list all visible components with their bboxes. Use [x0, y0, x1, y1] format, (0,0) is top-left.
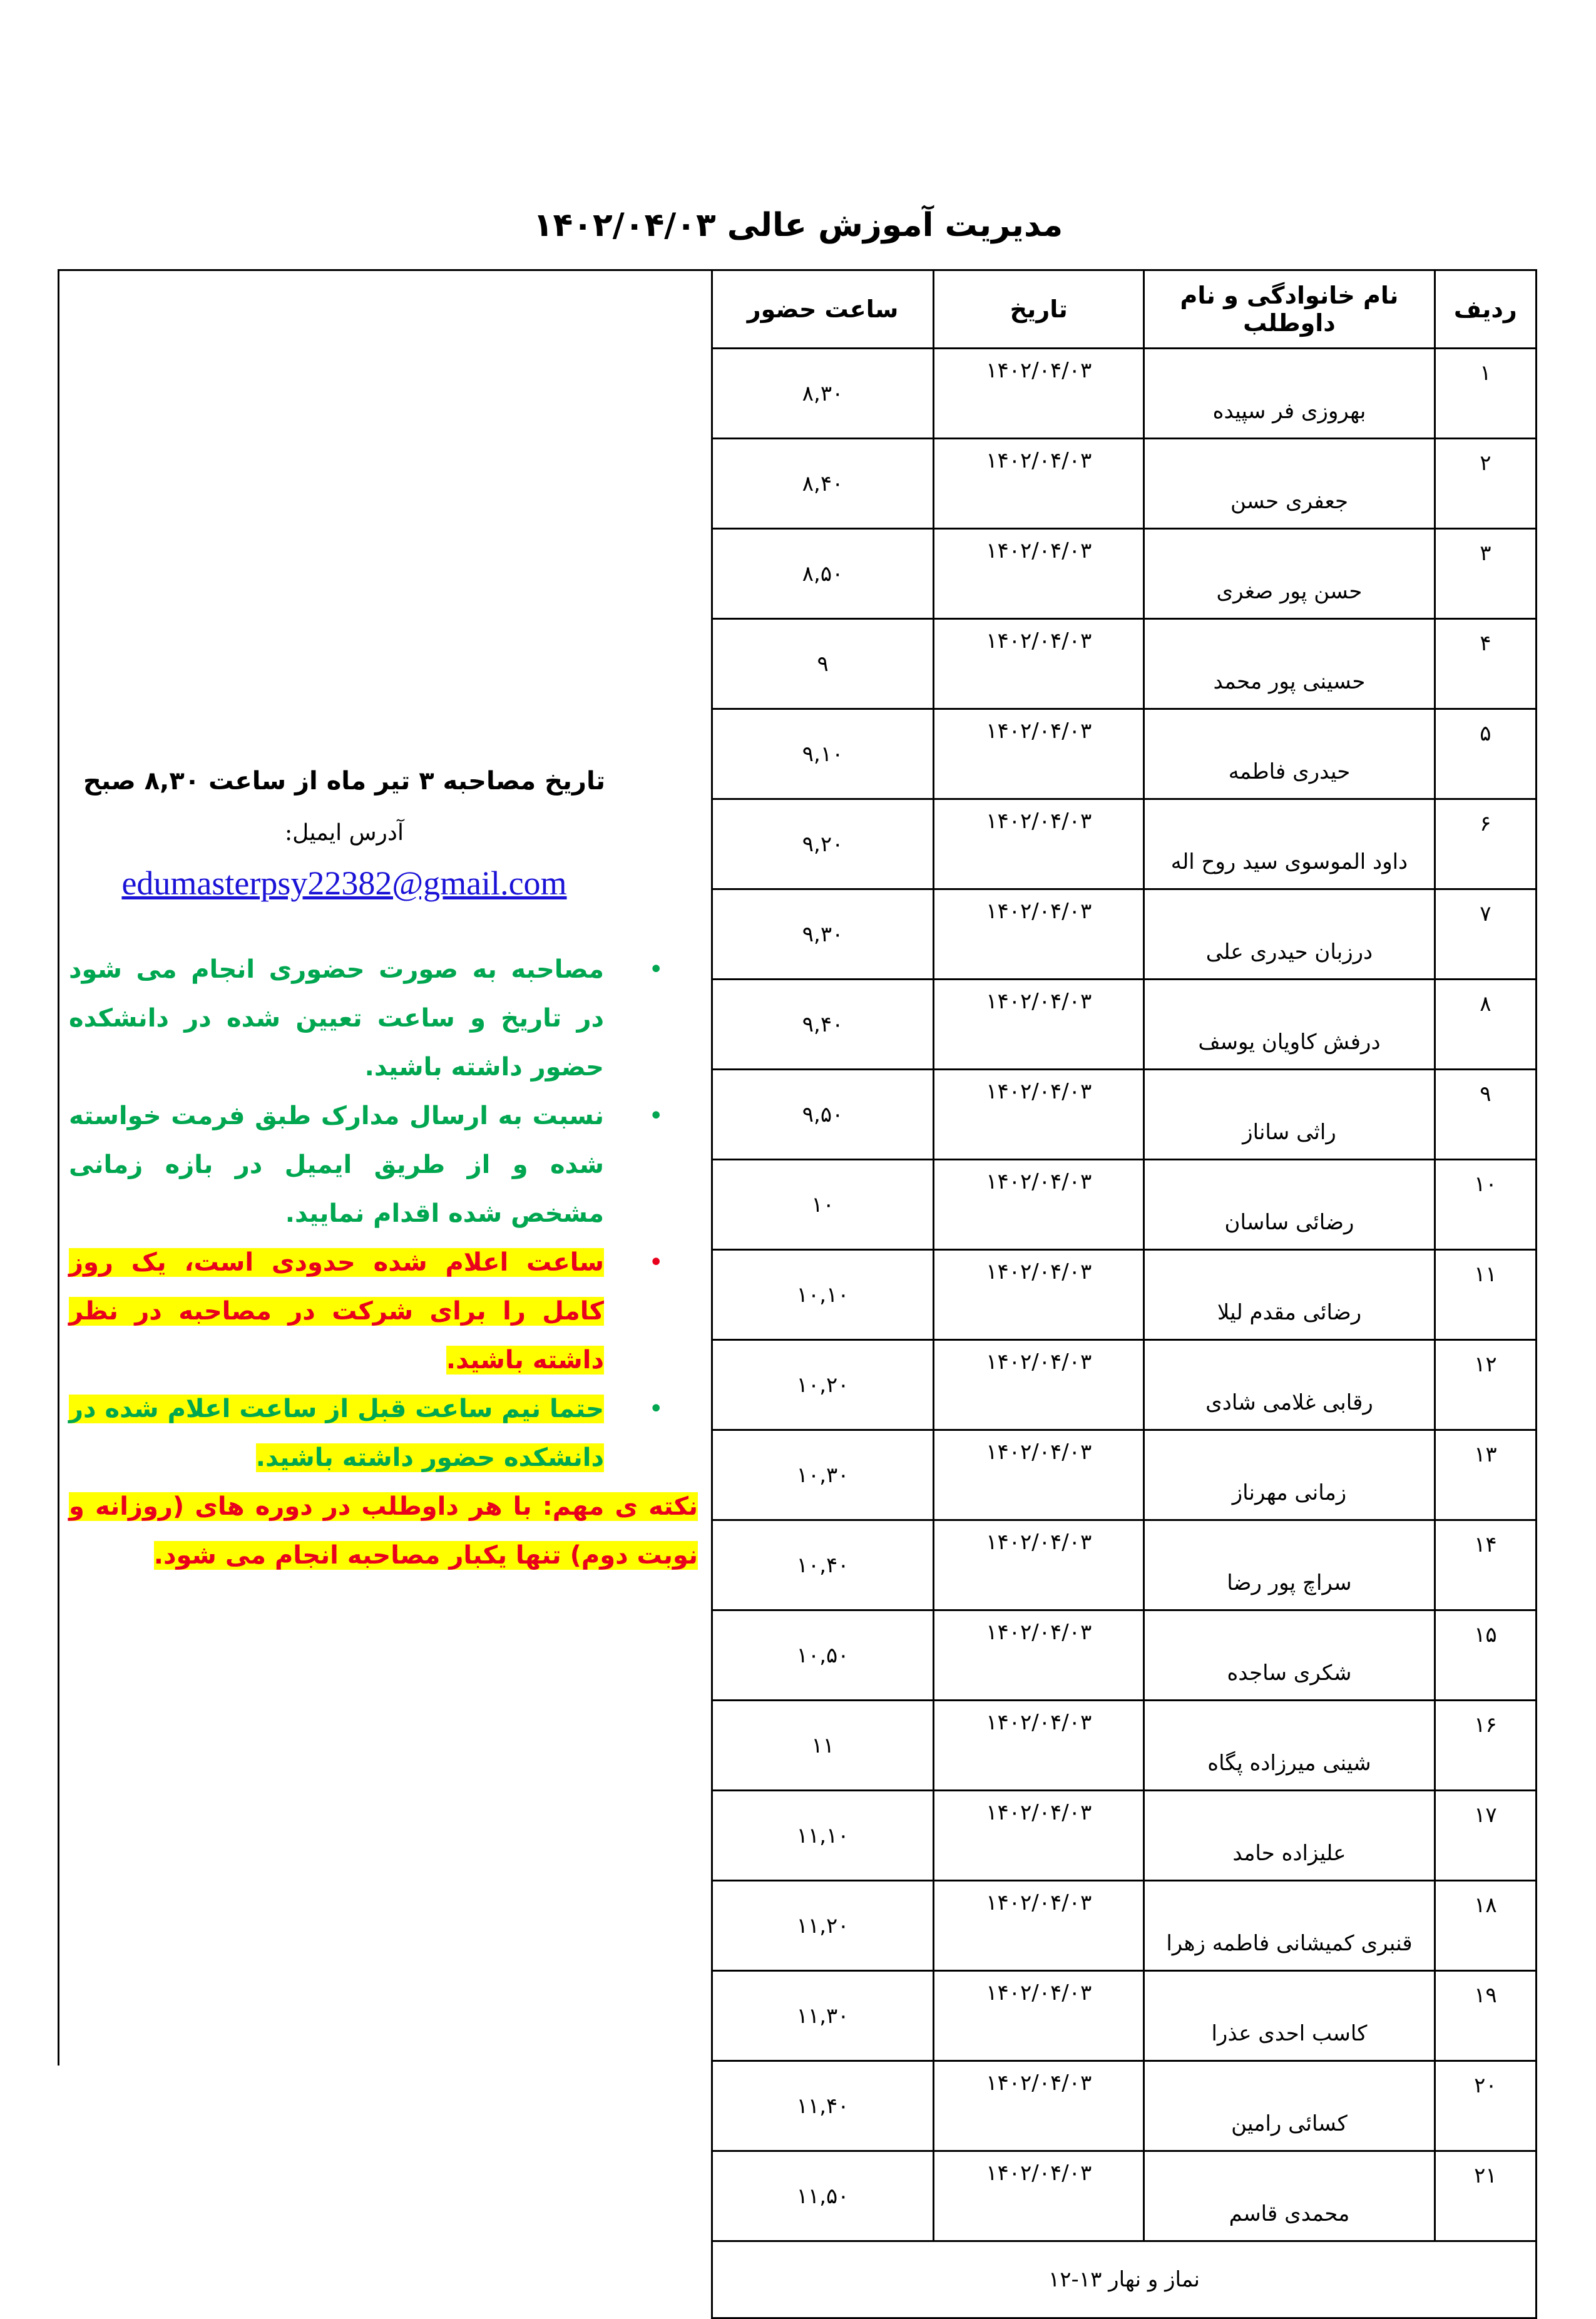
candidate-name: محمدی قاسم: [1144, 2151, 1435, 2241]
row-number: ۱۱: [1435, 1250, 1536, 1340]
candidate-name: رضائی ساسان: [1144, 1160, 1435, 1250]
attendance-time: ۱۰,۳۰: [712, 1430, 934, 1520]
row-number: ۱۰: [1435, 1160, 1536, 1250]
interview-date-cell: ۱۴۰۲/۰۴/۰۳: [934, 529, 1144, 619]
interview-date-cell: ۱۴۰۲/۰۴/۰۳: [934, 1971, 1144, 2061]
interview-date: تاریخ مصاحبه ۳ تیر ماه از ساعت ۸,۳۰ صبح: [83, 767, 605, 796]
header-name: نام خانوادگی و نام داوطلب: [1144, 270, 1435, 349]
row-number: ۹: [1435, 1070, 1536, 1160]
attendance-time: ۹,۱۰: [712, 709, 934, 799]
table-row: [712, 889, 1537, 980]
candidate-name: درفش کاویان یوسف: [1144, 980, 1435, 1070]
table-row: [712, 2061, 1537, 2151]
attendance-time: ۱۱,۱۰: [712, 1791, 934, 1881]
table-row: [712, 529, 1537, 619]
candidate-name: قنبری کمیشانی فاطمه زهرا: [1144, 1881, 1435, 1971]
email-label: آدرس ایمیل:: [285, 820, 404, 846]
candidate-name: سراچ پور رضا: [1144, 1520, 1435, 1610]
row-number: ۱۴: [1435, 1520, 1536, 1610]
instruction-item: [69, 1092, 698, 1238]
row-number: ۱۶: [1435, 1701, 1536, 1791]
interview-date-cell: ۱۴۰۲/۰۴/۰۳: [934, 349, 1144, 439]
candidate-name: درزبان حیدری علی: [1144, 889, 1435, 980]
table-row: [712, 1160, 1537, 1250]
important-note-text: نکته ی مهم: با هر داوطلب در دوره های (روزانه و نوبت دوم) تنها یکبار مصاحبه انجام می شود.: [69, 1492, 698, 1570]
row-number: ۱۳: [1435, 1430, 1536, 1520]
candidate-name: راثی ساناز: [1144, 1070, 1435, 1160]
table-row: [712, 1340, 1537, 1430]
table-row: [712, 1520, 1537, 1610]
table-row: [712, 1881, 1537, 1971]
table-row: [712, 1070, 1537, 1160]
row-number: ۴: [1435, 619, 1536, 709]
attendance-time: ۱۱,۴۰: [712, 2061, 934, 2151]
bullet-icon: •: [648, 1395, 663, 1423]
page-title: مدیریت آموزش عالی ۱۴۰۲/۰۴/۰۳: [533, 207, 1063, 244]
row-number: ۱۵: [1435, 1610, 1536, 1701]
interview-date-cell: ۱۴۰۲/۰۴/۰۳: [934, 799, 1144, 889]
interview-date-cell: ۱۴۰۲/۰۴/۰۳: [934, 1881, 1144, 1971]
interview-date-cell: ۱۴۰۲/۰۴/۰۳: [934, 439, 1144, 529]
interview-date-cell: ۱۴۰۲/۰۴/۰۳: [934, 2151, 1144, 2241]
candidate-name: کاسب احدی عذرا: [1144, 1971, 1435, 2061]
interview-date-cell: ۱۴۰۲/۰۴/۰۳: [934, 1070, 1144, 1160]
interview-date-cell: ۱۴۰۲/۰۴/۰۳: [934, 1430, 1144, 1520]
instruction-text-content: نسبت به ارسال مدارک طبق فرمت خواسته شده و از طریق ایمیل در بازه زمانی مشخص شده اقدام نمایید.: [69, 1102, 604, 1228]
candidate-name: کسائی رامین: [1144, 2061, 1435, 2151]
email-link[interactable]: edumasterpsy22382@gmail.com: [121, 864, 567, 902]
break-label: نماز و نهار ۱۳-۱۲: [712, 2241, 1537, 2318]
table-row: [712, 980, 1537, 1070]
instruction-text: [69, 1385, 604, 1482]
row-number: ۱۷: [1435, 1791, 1536, 1881]
table-row: [712, 439, 1537, 529]
interview-date-cell: ۱۴۰۲/۰۴/۰۳: [934, 1250, 1144, 1340]
candidates-table: [711, 269, 1537, 2319]
attendance-time: ۱۱: [712, 1701, 934, 1791]
attendance-time: ۹,۴۰: [712, 980, 934, 1070]
candidate-name: حیدری فاطمه: [1144, 709, 1435, 799]
attendance-time: ۱۱,۲۰: [712, 1881, 934, 1971]
attendance-time: ۱۰,۱۰: [712, 1250, 934, 1340]
interview-date-cell: ۱۴۰۲/۰۴/۰۳: [934, 709, 1144, 799]
break-row: [712, 2241, 1537, 2318]
candidate-name: شکری ساجده: [1144, 1610, 1435, 1701]
row-number: ۲: [1435, 439, 1536, 529]
candidate-name: جعفری حسن: [1144, 439, 1435, 529]
candidate-name: رقابی غلامی شادی: [1144, 1340, 1435, 1430]
row-number: ۲۰: [1435, 2061, 1536, 2151]
table-row: [712, 1791, 1537, 1881]
table-header-row: [712, 270, 1537, 349]
row-number: ۷: [1435, 889, 1536, 980]
instruction-text-content: ساعت اعلام شده حدودی است، یک روز کامل را برای شرکت در مصاحبه در نظر داشته باشید.: [69, 1248, 604, 1375]
row-number: ۸: [1435, 980, 1536, 1070]
attendance-time: ۱۰,۲۰: [712, 1340, 934, 1430]
interview-date-cell: ۱۴۰۲/۰۴/۰۳: [934, 889, 1144, 980]
header-row-no: ردیف: [1435, 270, 1536, 349]
instructions-list: [69, 945, 698, 1580]
header-date: تاریخ: [934, 270, 1144, 349]
bullet-icon: •: [648, 955, 663, 984]
attendance-time: ۱۰,۵۰: [712, 1610, 934, 1701]
row-number: ۲۱: [1435, 2151, 1536, 2241]
table-row: [712, 619, 1537, 709]
table-row: [712, 799, 1537, 889]
candidate-name: حسینی پور محمد: [1144, 619, 1435, 709]
attendance-time: ۱۰,۴۰: [712, 1520, 934, 1610]
instruction-text: [69, 1092, 604, 1238]
attendance-time: ۹: [712, 619, 934, 709]
row-number: ۶: [1435, 799, 1536, 889]
instruction-text-content: مصاحبه به صورت حضوری انجام می شود در تاریخ و ساعت تعیین شده در دانشکده حضور داشته باشید.: [69, 955, 604, 1082]
row-number: ۱: [1435, 349, 1536, 439]
candidate-name: حسن پور صغری: [1144, 529, 1435, 619]
attendance-time: ۱۰: [712, 1160, 934, 1250]
header-time: ساعت حضور: [712, 270, 934, 349]
table-row: [712, 709, 1537, 799]
interview-date-cell: ۱۴۰۲/۰۴/۰۳: [934, 1610, 1144, 1701]
interview-date-cell: ۱۴۰۲/۰۴/۰۳: [934, 1701, 1144, 1791]
table-row: [712, 2151, 1537, 2241]
frame-border-left: [58, 269, 59, 2066]
interview-date-cell: ۱۴۰۲/۰۴/۰۳: [934, 980, 1144, 1070]
instruction-item: [69, 945, 698, 1092]
attendance-time: ۹,۳۰: [712, 889, 934, 980]
table-body: [712, 349, 1537, 2318]
interview-date-cell: ۱۴۰۲/۰۴/۰۳: [934, 2061, 1144, 2151]
table-row: [712, 1250, 1537, 1340]
attendance-time: ۸,۴۰: [712, 439, 934, 529]
frame-border-top: [58, 269, 712, 271]
table-row: [712, 1701, 1537, 1791]
instruction-item: [69, 1385, 698, 1482]
candidate-name: شینی میرزاده پگاه: [1144, 1701, 1435, 1791]
attendance-time: ۸,۵۰: [712, 529, 934, 619]
attendance-time: ۹,۲۰: [712, 799, 934, 889]
bullet-icon: •: [648, 1248, 663, 1277]
table-row: [712, 1610, 1537, 1701]
important-note: [69, 1482, 698, 1580]
interview-date-cell: ۱۴۰۲/۰۴/۰۳: [934, 1791, 1144, 1881]
table-row: [712, 349, 1537, 439]
row-number: ۱۹: [1435, 1971, 1536, 2061]
instruction-item: [69, 1238, 698, 1385]
interview-date-cell: ۱۴۰۲/۰۴/۰۳: [934, 619, 1144, 709]
instruction-text-content: حتما نیم ساعت قبل از ساعت اعلام شده در دانشکده حضور داشته باشید.: [69, 1395, 604, 1472]
candidate-name: داود الموسوی سید روح اله: [1144, 799, 1435, 889]
interview-date-cell: ۱۴۰۲/۰۴/۰۳: [934, 1160, 1144, 1250]
candidate-name: زمانی مهرناز: [1144, 1430, 1435, 1520]
row-number: ۱۲: [1435, 1340, 1536, 1430]
candidate-name: علیزاده حامد: [1144, 1791, 1435, 1881]
interview-date-cell: ۱۴۰۲/۰۴/۰۳: [934, 1340, 1144, 1430]
row-number: ۳: [1435, 529, 1536, 619]
attendance-time: ۱۱,۵۰: [712, 2151, 934, 2241]
table-row: [712, 1971, 1537, 2061]
row-number: ۵: [1435, 709, 1536, 799]
row-number: ۱۸: [1435, 1881, 1536, 1971]
attendance-time: ۱۱,۳۰: [712, 1971, 934, 2061]
bullet-icon: •: [648, 1102, 663, 1130]
attendance-time: ۸,۳۰: [712, 349, 934, 439]
candidate-name: رضائی مقدم لیلا: [1144, 1250, 1435, 1340]
table-row: [712, 1430, 1537, 1520]
instruction-text: [69, 1238, 604, 1385]
candidate-name: بهروزی فر سپیده: [1144, 349, 1435, 439]
instruction-text: [69, 945, 604, 1092]
attendance-time: ۹,۵۰: [712, 1070, 934, 1160]
interview-date-cell: ۱۴۰۲/۰۴/۰۳: [934, 1520, 1144, 1610]
